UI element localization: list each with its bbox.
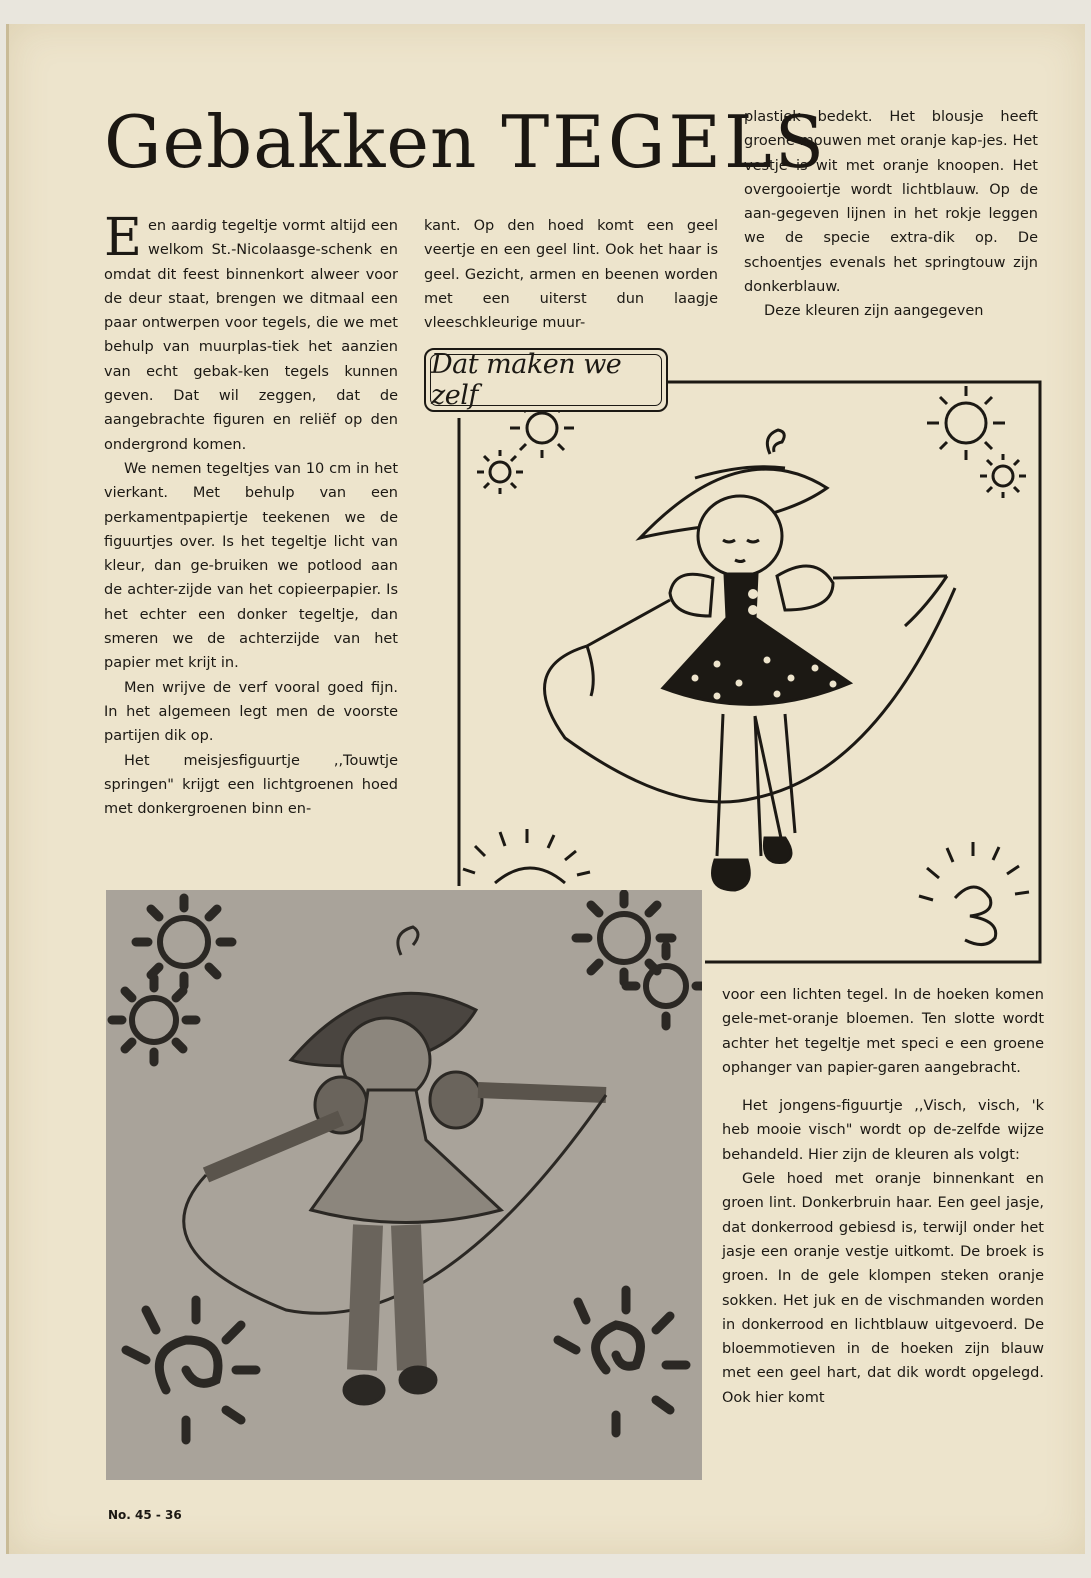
article-title: [104, 100, 827, 184]
text-column-4: [722, 983, 1044, 1410]
page-number: No. 45 - 36: [108, 1508, 182, 1522]
paragraph: Het jongens-figuurtje ,,Visch, visch, 'k heb mooie visch" wordt op de-zelfde wijze behandeld. Hier zijn de kleuren als volgt:: [722, 1098, 1044, 1163]
paragraph: Het meisjesfiguurtje ,,Touwtje springen" krijgt een lichtgroenen hoed met donkergroenen binn en-: [104, 752, 398, 818]
paragraph: voor een lichten tegel. In de hoeken komen gele-met-oranje bloemen. Ten slotte wordt achter het tegeltje met speci e een groene ophanger van papier-garen aangebracht.: [722, 987, 1044, 1076]
drop-cap: E: [104, 208, 142, 268]
banner-label: Dat maken we zelf: [430, 354, 662, 406]
section-banner: [424, 348, 668, 412]
sun-icon: [919, 842, 1029, 945]
paragraph: Gele hoed met oranje binnenkant en groen lint. Donkerbruin haar. Een geel jasje, dat donkerrood gebiesd is, terwijl onder het jasje een oranje vestje uitkomt. De broek is groen. In de gele klompen steken oranje sokken. Het juk en de vischmanden worden in donkerrood en lichtblauw uitgevoerd. De bloemmotieven in de hoeken zijn blauw met een geel hart, dat dik wordt opgelegd. Ook hier komt: [722, 1171, 1044, 1406]
paragraph: We nemen tegeltjes van 10 cm in het vierkant. Met behulp van een perkamentpapiertje teekenen we de figuurtjes over. Is het tegeltje licht van kleur, dan ge-bruiken we potlood aan de achter-zijde van het copieerpapier. Is het echter een donker tegeltje, dan smeren we de achterzijde van het papier met krijt in.: [104, 460, 398, 672]
sun-icon: [927, 386, 1005, 460]
pattern-drawing: [455, 378, 1043, 964]
tile-photo: [106, 890, 702, 1480]
paragraph: plastiek bedekt. Het blousje heeft groene mouwen met oranje kap-jes. Het vestje is wit met oranje knoopen. Het overgooiertje wordt lichtblauw. Op de aan-gegeven lijnen in het rokje leggen we de specie extra-dik op. De schoentjes evenals het springtouw zijn donkerblauw.: [744, 109, 1038, 296]
girl-figure: [545, 430, 955, 890]
text-column-3: [744, 105, 1038, 324]
sun-icon: [463, 829, 590, 883]
title-word-2: TEGELS: [501, 100, 828, 184]
title-word-1: Gebakken: [104, 100, 478, 184]
text-column-1: [104, 208, 398, 821]
paragraph: kant. Op den hoed komt een geel veertje en een geel lint. Ook het haar is geel. Gezicht, armen en beenen worden met een uiterst dun laagje vleeschkleurige muur-: [424, 218, 718, 332]
sun-icon: [980, 454, 1026, 498]
paragraph: en aardig tegeltje vormt altijd een welkom St.-Nicolaasge-schenk en omdat dit feest binnenkort alweer voor de deur staat, brengen we ditmaal een paar ontwerpen voor tegels, die we met behulp van muurplas-tiek het aanzien van echt gebak-ken tegels kunnen geven. Dat wil zeggen, dat de aangebrachte figuren en reliëf op den ondergrond komen.: [104, 218, 398, 453]
paragraph: Men wrijve de verf vooral goed fijn. In het algemeen legt men de voorste partijen dik op.: [104, 679, 398, 745]
text-column-2: [424, 214, 718, 335]
paragraph: Deze kleuren zijn aangegeven: [764, 303, 984, 320]
sun-icon: [477, 450, 523, 494]
